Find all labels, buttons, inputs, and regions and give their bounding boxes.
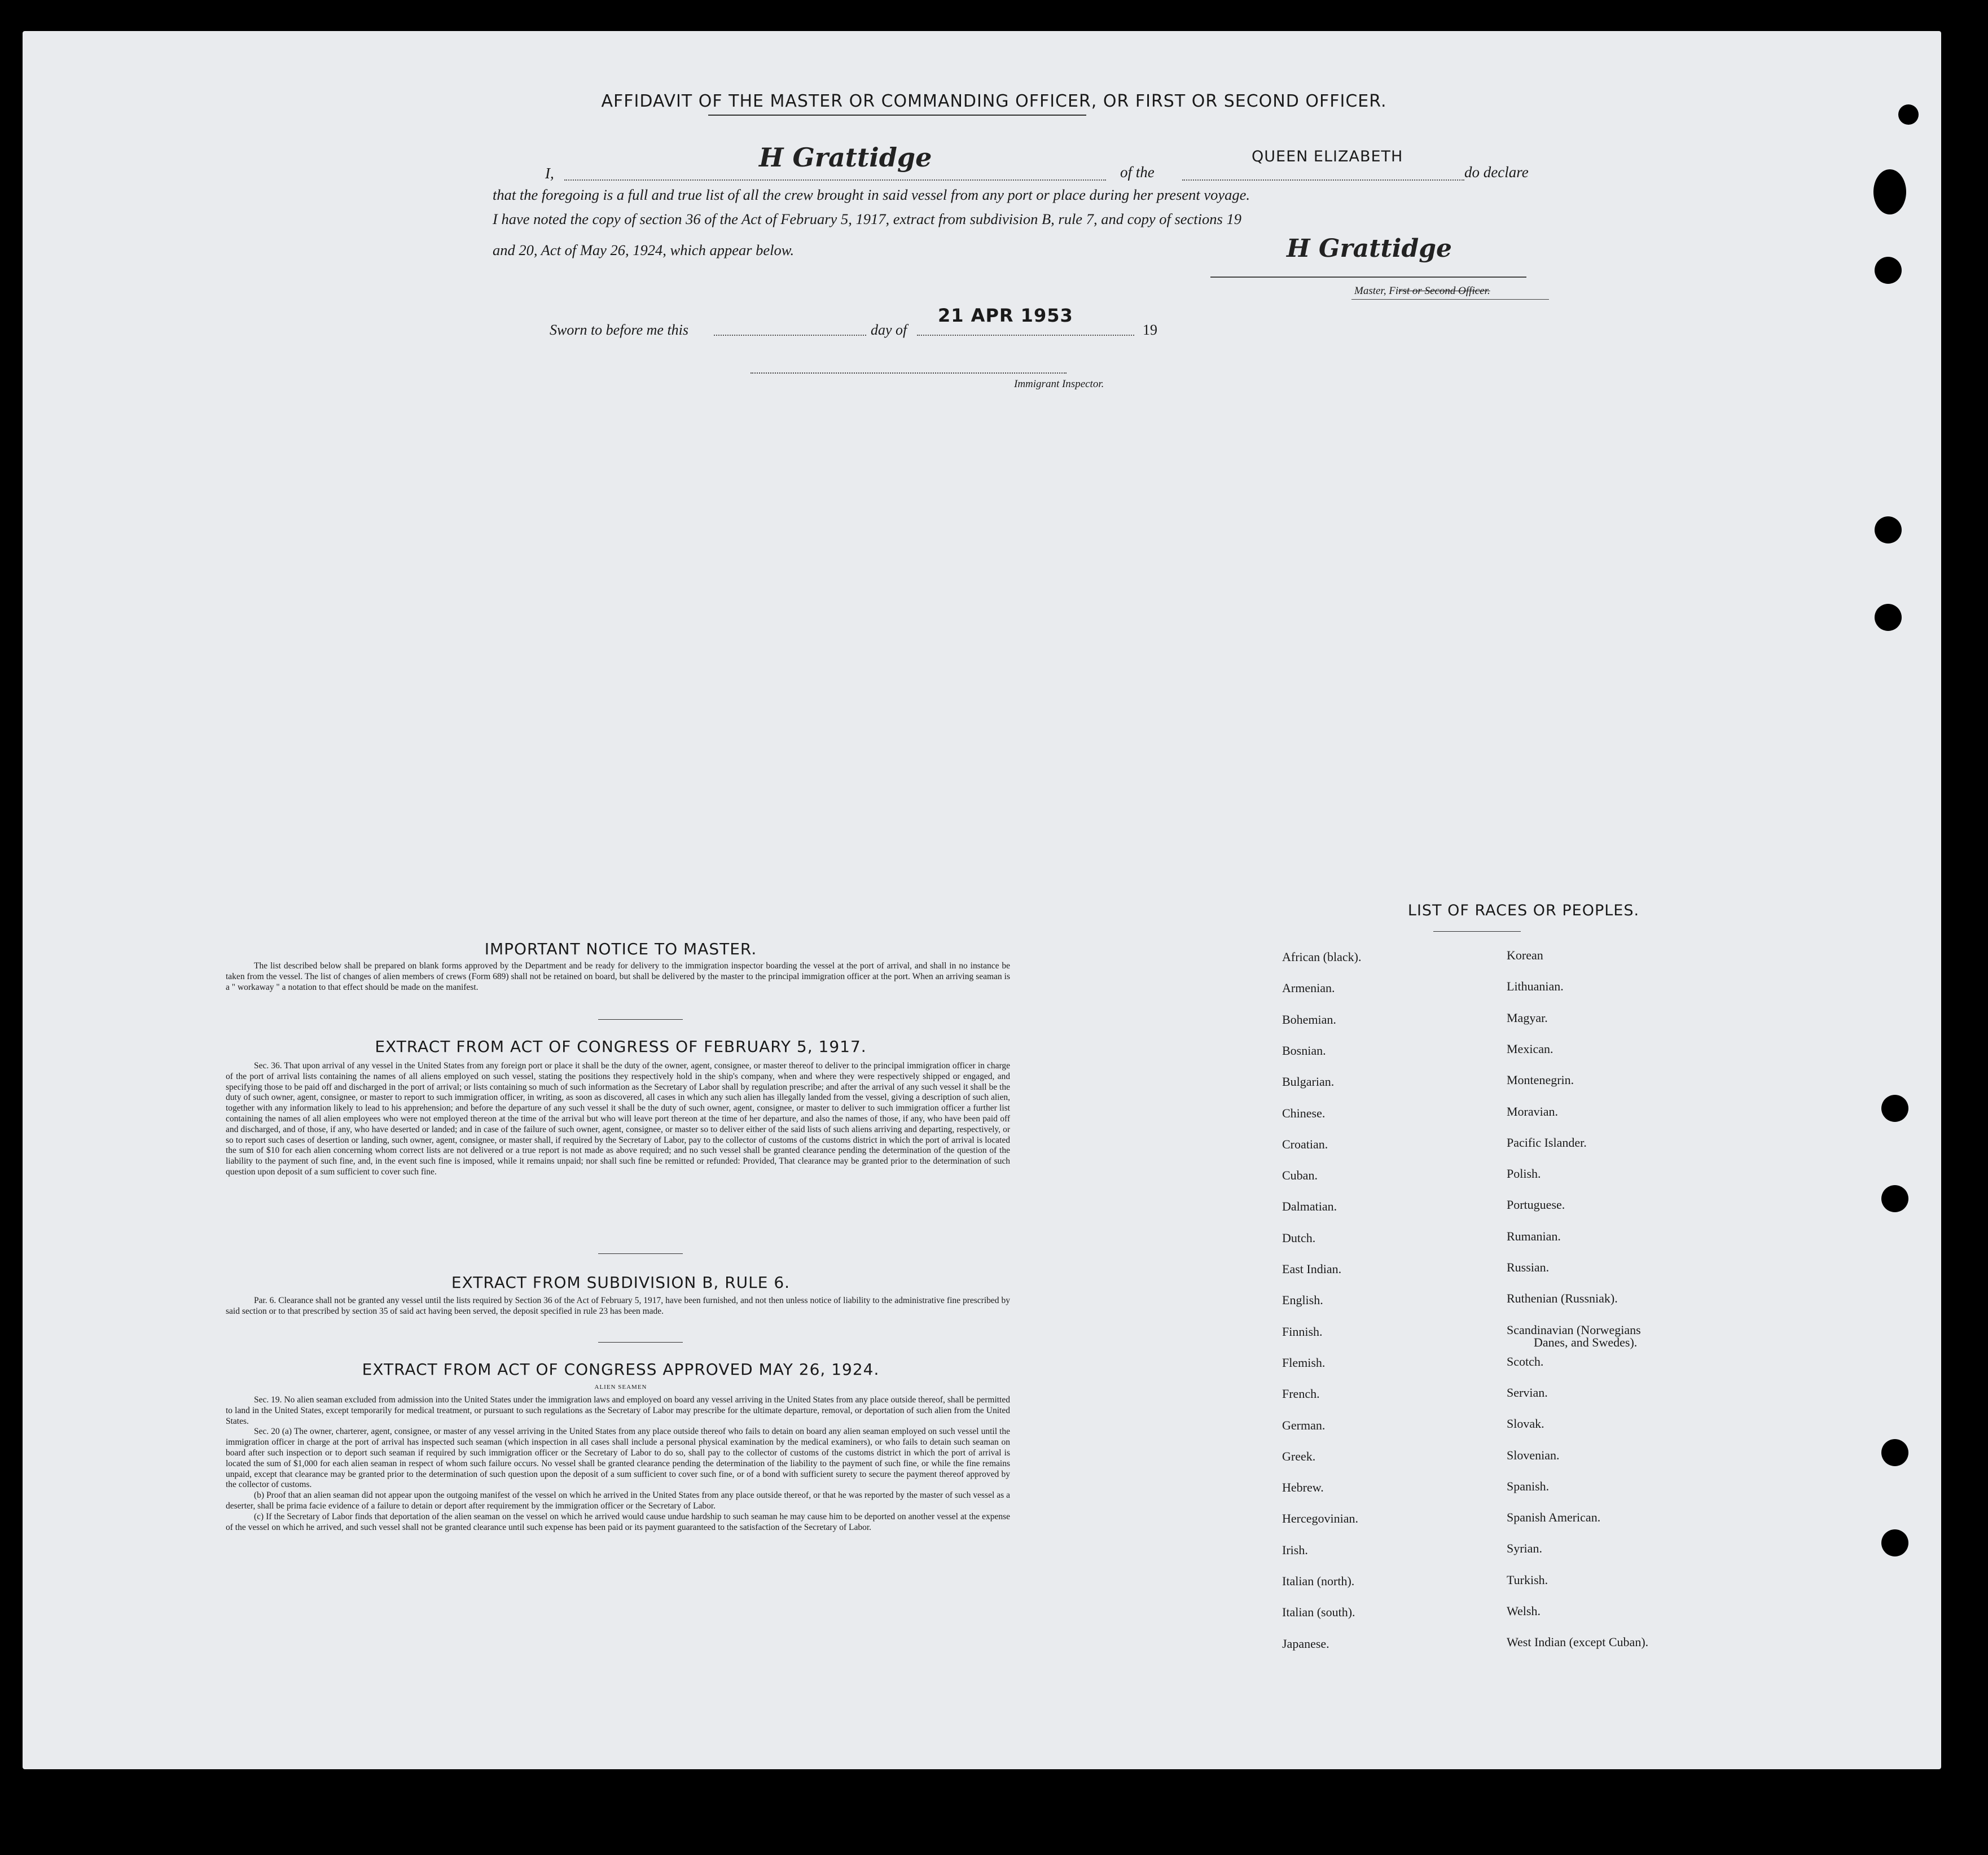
master-label [1354,285,1490,297]
punch-hole [1881,1095,1908,1122]
race-item: Hercegovinian. [1282,1511,1358,1526]
divider [598,1253,683,1254]
race-item: Italian (south). [1282,1605,1355,1620]
race-item: Pacific Islander. [1507,1135,1587,1150]
race-item: Mexican. [1507,1041,1553,1056]
day-of-label: day of [871,322,907,338]
race-item: Turkish. [1507,1572,1548,1587]
race-item: Montenegrin. [1507,1073,1574,1087]
race-item: Servian. [1507,1385,1548,1400]
signature-name: H Grattidge [759,142,932,173]
sec-19-text: Sec. 19. No alien seaman excluded from admission into the United States under the immigration laws and employed on board any vessel arriving in the United States from any place outside thereof, shall be permitted to land in the United States, except temporarily for medical treatment, or pursuant to such regulations as the Secretary of Labor may prescribe for the ultimate departure, removal, or deportation of such alien from the United States. [226,1395,1010,1426]
race-item: East Indian. [1282,1262,1342,1276]
race-item: Dalmatian. [1282,1199,1337,1214]
do-declare-label: do declare [1464,164,1529,181]
race-item: Slovak. [1507,1417,1544,1431]
par-6-text: Par. 6. Clearance shall not be granted any vessel until the lists required by Section 36 of the Act of February 5, 1917, have been furnished, and not then unless notice of liability to the administrative fine prescribed by said section or to that prescribed by section 35 of said act having been served, the deposit specified in rule 23 has been made. [226,1296,1010,1316]
extract-1917-title: EXTRACT FROM ACT OF CONGRESS OF FEBRUARY 5, 1917. [375,1037,867,1056]
race-item: Scandinavian (Norwegians [1507,1322,1641,1337]
section-36-text: Sec. 36. That upon arrival of any vessel in the United States from any foreign port or place it shall be the duty of the owner, agent, consignee, or master thereof to deliver to the principal immigration officer in charge of the port of arrival lists containing the names of all aliens employed on such vessel, stating the positions they respectively hold in the ship's company, when and where they were respectively shipped or engaged, and specifying those to be paid off and discharged in the port of arrival; or lists containing so much of such information as the Secretary of Labor shall by regulation prescribe; and after the arrival of any such vessel it shall be the duty of such owner, agent, consignee, or master to report to such immigration officer, in writing, as soon as discovered, all cases in which any such alien has illegally landed from the vessel, giving a description of such alien, together with any information likely to lead to his apprehension; and before the departure of any such vessel it shall be the duty of such owner, agent, consignee, or master to deliver to such immigration officer a further list containing the names of all alien employees who were not employed thereon at the time of the arrival but who will leave port thereon at the time of her departure, and also the names of those, if any, who have been paid off and discharged, and of those, if any, who have deserted or landed; and in case of the failure of such owner, agent, consignee, or master so to deliver either of the said lists of such aliens arriving and departing, respectively, or so to report such cases of desertion or landing, such owner, agent, consignee, or master shall, if required by the Secretary of Labor, pay to the collector of customs of the customs district in which the port of arrival is located the sum of $10 for each alien concerning whom correct lists are not delivered or a true report is not made as above required; and no such vessel shall be granted clearance pending the determination of the question of the liability to the payment of such fine, and, in the event such fine is imposed, while it remains unpaid; nor shall such fine be remitted or refunded: Provided, That clearance may be granted prior to the determination of such question upon deposit of a sum sufficient to cover such fine. [226,1061,1010,1177]
race-item: Croatian. [1282,1137,1328,1151]
race-item: Slovenian. [1507,1448,1560,1462]
sec-20c-text: (c) If the Secretary of Labor finds that deportation of the alien seaman on the vessel on which he arrived would cause undue hardship to such seaman he may cause him to be deported on another vessel at the expense of the vessel on which he arrived, and such vessel shall not be granted clearance until such expense has been paid or its payment guaranteed to the satisfaction of the Secretary of Labor. [226,1511,1010,1532]
race-item: Spanish. [1507,1479,1550,1493]
punch-hole [1881,1439,1908,1466]
race-item: Bosnian. [1282,1043,1326,1058]
year-prefix: 19 [1143,322,1157,338]
notice-text: The list described below shall be prepared on blank forms approved by the Department and be ready for delivery to the immigration inspector boarding the vessel at the port of arrival, and shall in no instance be taken from the vessel. The list of changes of alien members of crews (Form 689) shall not be retained on board, but shall be delivered by the master to the principal immigration officer at the port. When an arriving seaman is a " workaway " a notation to that effect should be made on the manifest. [226,961,1010,992]
notice-title: IMPORTANT NOTICE TO MASTER. [484,940,757,958]
i-label: I, [545,165,554,182]
divider [598,1342,683,1343]
title-underline [708,115,1086,116]
race-item: African (black). [1282,950,1362,964]
race-item: Dutch. [1282,1230,1316,1245]
name-line [564,179,1106,181]
affidavit-line-3: I have noted the copy of section 36 of the Act of February 5, 1917, extract from subdivision B, rule 7, and copy of sections 19 [493,211,1241,227]
punch-hole [1873,169,1906,214]
race-item: Danes, and Swedes). [1534,1335,1638,1349]
race-item: Ruthenian (Russniak). [1507,1291,1618,1306]
race-item: English. [1282,1293,1323,1308]
affidavit-line-2: that the foregoing is a full and true list of all the crew brought in said vessel from any port or place during her present voyage. [493,186,1250,203]
notice-body [226,961,1010,993]
race-item: Lithuanian. [1507,979,1564,994]
race-item: Scotch. [1507,1354,1544,1369]
race-item: Korean [1507,948,1543,962]
punch-hole [1881,1529,1908,1556]
race-item: Finnish. [1282,1324,1323,1339]
sworn-day-line [714,335,866,336]
race-item: French. [1282,1387,1320,1401]
divider [598,1019,683,1020]
sec-20a-text: Sec. 20 (a) The owner, charterer, agent, consignee, or master of any vessel arriving in the United States from any place outside thereof who fails to detain on board any alien seaman employed on such vessel until the immigration officer in charge at the port of arrival has inspected such seaman (which inspection in all cases shall include a personal physical examination by the medical examiners), or who fails to detain such seaman on board after such inspection or to deport such seaman if required by such immigration officer or the Secretary of Labor to do so, shall pay to the collector of customs of the customs district in which the port of arrival is located the sum of $1,000 for each alien seaman in respect of whom such failure occurs. No vessel shall be granted clearance pending the determination of the liability to the payment of such fine, or while the fine remains unpaid, except that clearance may be granted prior to the determination of such question upon the deposit of a sum sufficient to cover such fine, or of a bond with sufficient surety to secure the payment thereof approved by the collector of customs. [226,1427,1010,1490]
race-item: Armenian. [1282,981,1335,996]
punch-hole [1875,604,1902,631]
date-stamp: 21 APR 1953 [938,305,1073,326]
races-divider [1433,931,1521,932]
alien-seamen-subtitle: ALIEN SEAMEN [594,1384,647,1391]
race-item: Magyar. [1507,1010,1548,1025]
race-item: Moravian. [1507,1104,1559,1119]
race-item: Flemish. [1282,1355,1326,1370]
vessel-line [1182,179,1464,181]
affidavit-title: AFFIDAVIT OF THE MASTER OR COMMANDING OFFICER, OR FIRST OR SECOND OFFICER. [601,91,1387,111]
race-item: Polish. [1507,1166,1541,1181]
race-item: Portuguese. [1507,1198,1565,1212]
punch-hole [1881,1185,1908,1212]
vessel-name: QUEEN ELIZABETH [1252,148,1403,165]
race-item: Bulgarian. [1282,1075,1335,1089]
extract-1924-body [226,1395,1010,1533]
sworn-label: Sworn to before me this [550,322,689,338]
races-title: LIST OF RACES OR PEOPLES. [1407,902,1640,919]
race-item: German. [1282,1418,1326,1432]
sworn-date-line [917,335,1134,336]
race-item: Spanish American. [1507,1510,1601,1525]
punch-hole [1875,516,1902,543]
race-item: Russian. [1507,1260,1550,1274]
signature-line [1210,277,1526,278]
race-item: Bohemian. [1282,1012,1336,1027]
race-item: Italian (north). [1282,1574,1355,1588]
master-signature: H Grattidge [1287,234,1452,263]
race-item: Irish. [1282,1542,1308,1557]
affidavit-line-4: and 20, Act of May 26, 1924, which appear below. [493,242,795,258]
master-underline [1351,299,1549,300]
extract-1924-title: EXTRACT FROM ACT OF CONGRESS APPROVED MAY 26, 1924. [362,1360,880,1379]
of-the-label: of the [1120,164,1155,181]
race-item: Rumanian. [1507,1229,1561,1243]
inspector-label: Immigrant Inspector. [1014,378,1104,390]
race-item: West Indian (except Cuban). [1507,1635,1649,1650]
punch-hole [1875,257,1902,284]
race-item: Japanese. [1282,1636,1329,1651]
rule-6-body [226,1296,1010,1317]
race-item: Cuban. [1282,1168,1318,1183]
race-item: Welsh. [1507,1604,1541,1618]
master-label-struck: rst or Second Officer. [1398,285,1490,297]
race-item: Chinese. [1282,1106,1326,1120]
race-item: Greek. [1282,1449,1316,1463]
sec-20b-text: (b) Proof that an alien seaman did not appear upon the outgoing manifest of the vessel on which he arrived in the United States from any place outside thereof, or that he was reported by the master of such vessel as a deserter, shall be prima facie evidence of a failure to detain or deport after requirement by the immigration officer or the Secretary of Labor. [226,1490,1010,1511]
inspector-line [751,372,1067,374]
race-item: Hebrew. [1282,1480,1324,1495]
race-item: Syrian. [1507,1541,1542,1556]
rule-6-title: EXTRACT FROM SUBDIVISION B, RULE 6. [451,1273,791,1292]
master-label-plain: Master, Fi [1354,285,1399,297]
extract-1917-body [226,1061,1010,1178]
